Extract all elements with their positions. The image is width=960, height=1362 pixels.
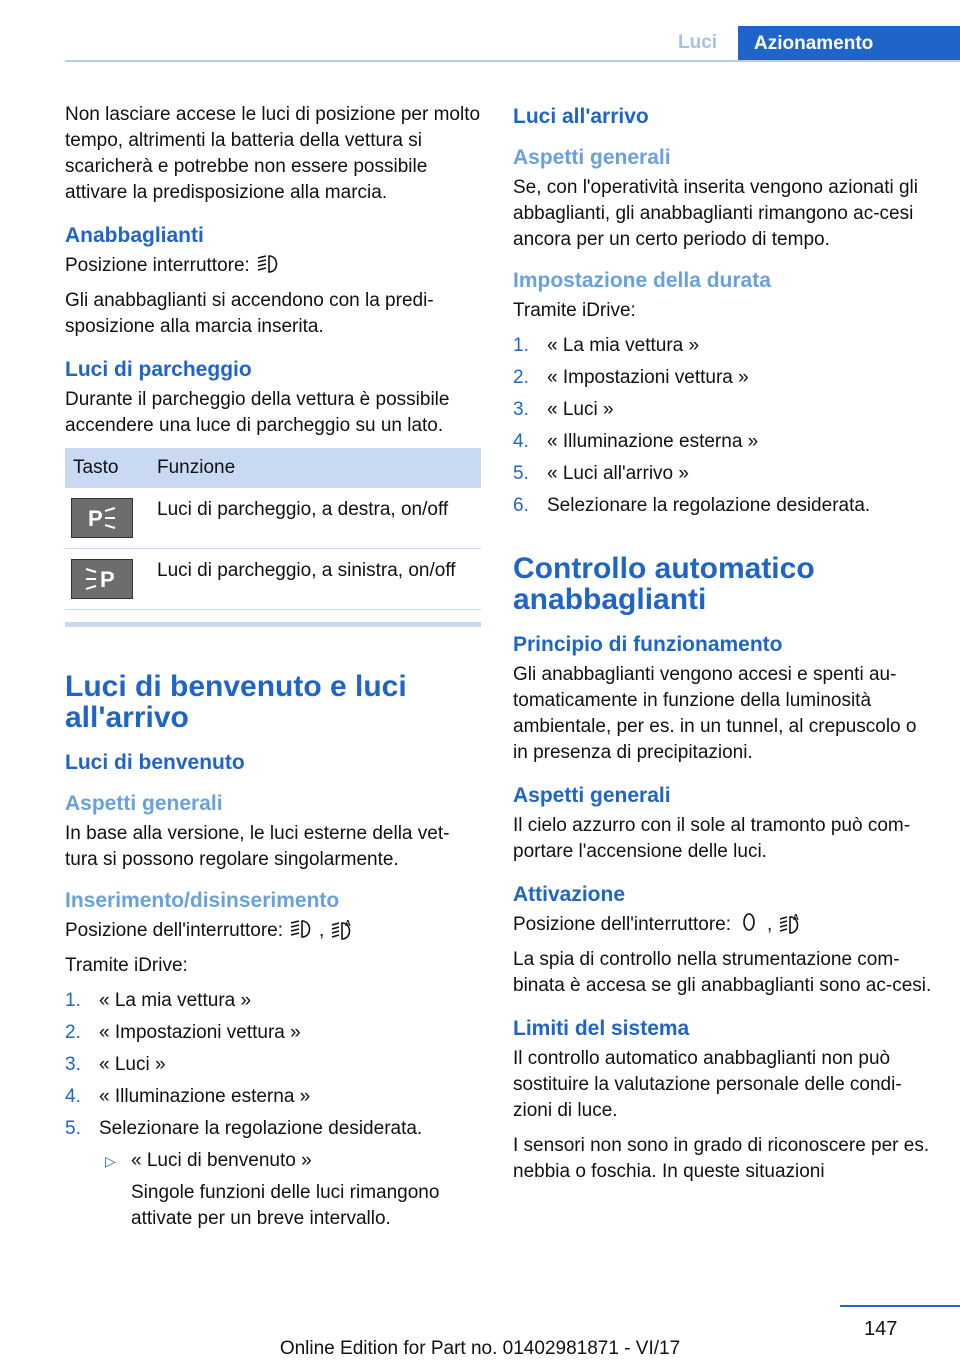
- parcheggio-heading: Luci di parcheggio: [65, 358, 252, 381]
- aspetti-generali-text: In base alla versione, le luci esterne della vet-tura si possono regolare singolarmente.: [65, 823, 450, 870]
- table-header-function: Funzione: [149, 448, 481, 488]
- aspetti-generali-text: Il cielo azzurro con il sole al tramonto può com-portare l'accensione delle luci.: [513, 815, 911, 862]
- attivazione-text: La spia di controllo nella strumentazione com-binata è accesa se gli anabbaglianti sono ac-cesi.: [513, 949, 932, 996]
- parking-light-table: [65, 448, 481, 610]
- auto-headlight-icon: [330, 918, 354, 940]
- tramite-label: Tramite iDrive:: [513, 300, 636, 321]
- section-divider: [65, 622, 481, 627]
- table-cell-function: Luci di parcheggio, a sinistra, on/off: [149, 549, 481, 610]
- inserimento-heading: Inserimento/disinserimento: [65, 889, 340, 912]
- table-cell-function: Luci di parcheggio, a destra, on/off: [149, 488, 481, 549]
- attivazione-heading: Attivazione: [513, 883, 626, 906]
- parking-light-left-icon: [71, 559, 133, 599]
- controllo-main-heading: Controllo automatico anabbaglianti: [513, 552, 815, 616]
- header-rule: [65, 60, 960, 62]
- anabbaglianti-switch-position: Posizione interruttore:: [65, 253, 481, 279]
- benvenuto-main-heading: Luci di benvenuto e luci all'arrivo: [65, 670, 407, 734]
- intro-text: Non lasciare accese le luci di posizione per molto tempo, altrimenti la batteria della vettura si scaricherà e potrebbe non essere possibile attivare la predisposizione alla marcia.: [65, 104, 481, 203]
- list-item: 5. Selezionare la regolazione desiderata.: [65, 1118, 423, 1139]
- limiti-text: Il controllo automatico anabbaglianti non può sostituire la valutazione personale delle condi-zioni di luce.: [513, 1048, 902, 1121]
- sub-list-item: ▷ « Luci di benvenuto » Singole funzioni delle luci rimangono attivate per un breve intervallo.: [105, 1150, 440, 1229]
- low-beam-icon: [289, 918, 313, 940]
- table-row: [65, 549, 481, 610]
- footer-rule: [840, 1305, 960, 1307]
- limiti-heading: Limiti del sistema: [513, 1017, 690, 1040]
- list-item: 3. « Luci »: [65, 1054, 166, 1075]
- svg-text:P: P: [100, 567, 115, 592]
- idrive-steps-list: [65, 988, 481, 1142]
- parking-light-right-icon: [71, 498, 133, 538]
- inserimento-switch-position: Posizione dell'interruttore: , A: [65, 918, 481, 944]
- svg-text:A: A: [345, 919, 352, 928]
- svg-text:A: A: [793, 913, 800, 922]
- anabbaglianti-text: Gli anabbaglianti si accendono con la predi-sposizione alla marcia inserita.: [65, 290, 434, 337]
- low-beam-icon: [256, 253, 280, 275]
- parcheggio-text: Durante il parcheggio della vettura è possibile accendere una luce di parcheggio su un lato.: [65, 389, 450, 436]
- table-header-key: Tasto: [65, 448, 149, 488]
- auto-headlight-icon: [778, 912, 802, 934]
- header-section: Luci: [678, 32, 718, 53]
- list-item: 6. Selezionare la regolazione desiderata.: [513, 495, 871, 516]
- arrivo-text: Se, con l'operatività inserita vengono azionati gli abbaglianti, gli anabbaglianti rimangono ac-cesi ancora per un certo periodo di tempo.: [513, 177, 918, 250]
- attivazione-switch-position: Posizione dell'interruttore: , A: [513, 912, 933, 938]
- durata-heading: Impostazione della durata: [513, 269, 771, 292]
- list-item: 2. « Impostazioni vettura »: [513, 367, 749, 388]
- principio-text: Gli anabbaglianti vengono accesi e spenti au-tomaticamente in funzione della luminosità ambientale, per es. in un tunnel, al crepuscolo o in presenza di precipitazioni.: [513, 664, 917, 763]
- list-item: 1. « La mia vettura »: [65, 990, 252, 1011]
- aspetti-generali-heading: Aspetti generali: [513, 784, 671, 807]
- principio-heading: Principio di funzionamento: [513, 633, 783, 656]
- list-item: 5. « Luci all'arrivo »: [513, 463, 689, 484]
- header-chapter: Azionamento: [738, 26, 960, 62]
- tramite-label: Tramite iDrive:: [65, 955, 188, 976]
- list-item: 3. « Luci »: [513, 399, 614, 420]
- page-number: 147: [864, 1318, 898, 1340]
- svg-text:P: P: [88, 506, 103, 531]
- triangle-bullet-icon: ▷: [105, 1153, 116, 1169]
- anabbaglianti-heading: Anabbaglianti: [65, 224, 204, 247]
- list-item: 4. « Illuminazione esterna »: [65, 1086, 311, 1107]
- table-row: [65, 488, 481, 549]
- edition-footer: Online Edition for Part no. 01402981871 - VI/17: [279, 1338, 681, 1359]
- left-column: [65, 102, 481, 1232]
- page-header: [0, 0, 960, 62]
- arrivo-heading: Luci all'arrivo: [513, 105, 649, 128]
- switch-off-icon: [737, 912, 761, 934]
- list-item: 4. « Illuminazione esterna »: [513, 431, 759, 452]
- aspetti-generali-heading: Aspetti generali: [65, 792, 223, 815]
- benvenuto-heading: Luci di benvenuto: [65, 751, 245, 774]
- list-item: 2. « Impostazioni vettura »: [65, 1022, 301, 1043]
- idrive-steps-list: [513, 333, 933, 519]
- aspetti-generali-heading: Aspetti generali: [513, 146, 671, 169]
- list-item: 1. « La mia vettura »: [513, 335, 700, 356]
- right-column: [513, 102, 933, 1194]
- limiti-text: I sensori non sono in grado di riconoscere per es. nebbia o foschia. In queste situazioni: [513, 1135, 930, 1182]
